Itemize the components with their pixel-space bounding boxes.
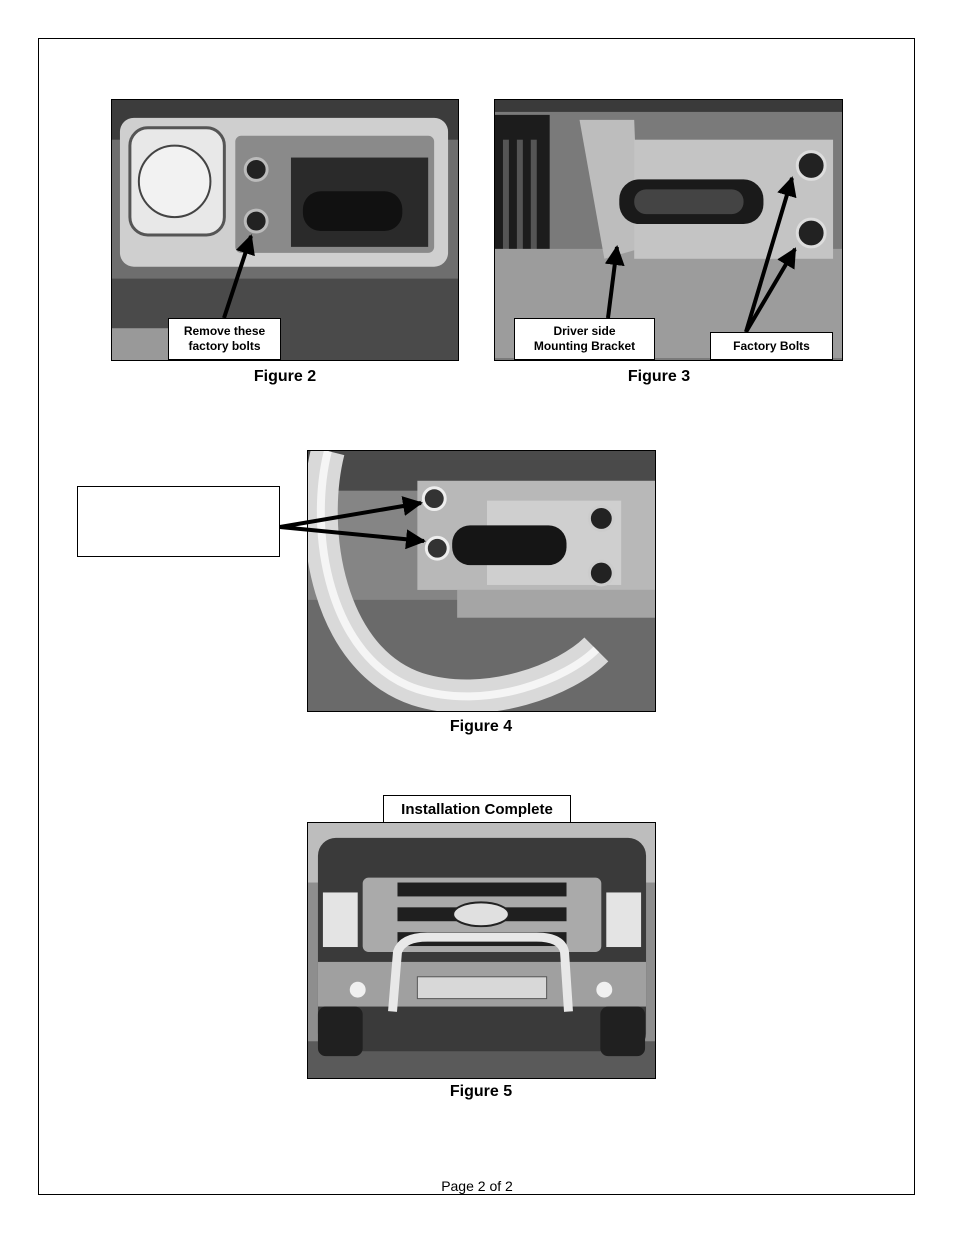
figure-2-callout-line2: factory bolts bbox=[188, 339, 261, 353]
figure-4-callout bbox=[77, 486, 280, 557]
figure-4-photo bbox=[307, 450, 656, 712]
figure-5-caption: Figure 5 bbox=[449, 1083, 513, 1100]
figure-3-caption: Figure 3 bbox=[627, 368, 691, 385]
figure-2-callout bbox=[168, 318, 281, 360]
figure-3-bracket-callout-line1: Driver side bbox=[553, 324, 616, 338]
figure-2-callout-line1: Remove these bbox=[183, 324, 266, 338]
figure-3-bracket-callout-line2: Mounting Bracket bbox=[533, 339, 636, 353]
figure-5-label: Installation Complete bbox=[383, 795, 571, 823]
figure-3-bolts-callout: Factory Bolts bbox=[710, 332, 833, 360]
figure-4-caption: Figure 4 bbox=[449, 718, 513, 735]
page-footer: Page 2 of 2 bbox=[441, 1178, 513, 1194]
figure-5-photo bbox=[307, 822, 656, 1079]
figure-2-photo bbox=[111, 99, 459, 361]
figure-3-bracket-callout bbox=[514, 318, 655, 360]
figure-2-caption: Figure 2 bbox=[253, 368, 317, 385]
